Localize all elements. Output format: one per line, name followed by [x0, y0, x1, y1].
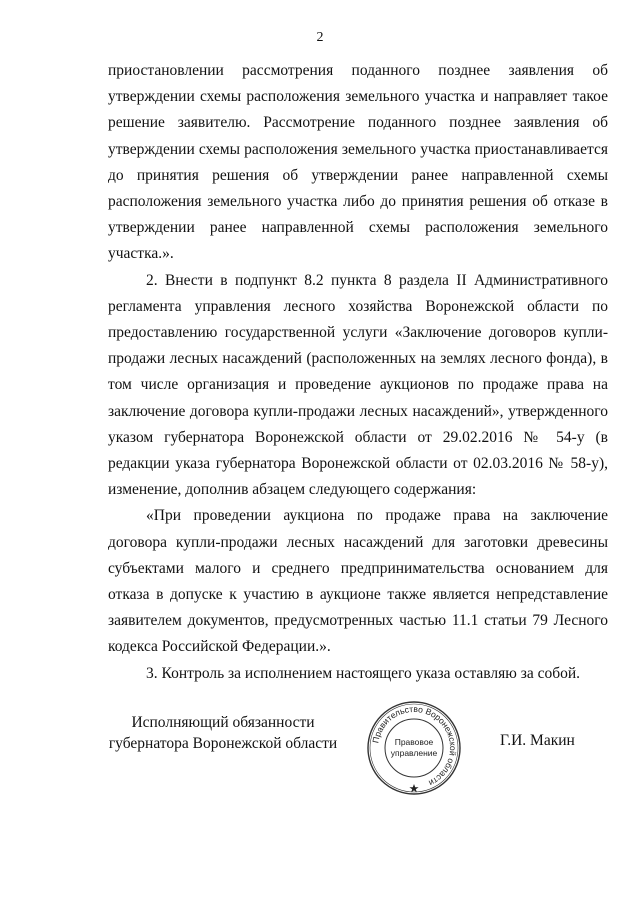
signature-block [0, 700, 640, 800]
paragraph-item-3: 3. Контроль за исполнением настоящего указа оставляю за собой. [146, 664, 581, 682]
page-number: 2 [316, 30, 324, 45]
stamp-star-icon [409, 784, 418, 792]
paragraph-item-2: 2. Внести в подпункт 8.2 пункта 8 раздела II Административного регламента управления лесного хозяйства Воронежской области по предоставлению государственной услуги «Заключение договоров купли-продажи лесных насаждений (расположенных на землях лесного фонда), в том числе организация и проведение аукционов по продаже права на заключение договора купли-продажи лесных насаждений», утвержденного указом губернатора Воронежской области от 29.02.2016 № 54-у (в редакции указа губернатора Воронежской области от 02.03.2016 № 58-у), изменение, дополнив абзацем следующего содержания: [108, 271, 608, 499]
signatory-position-line-1: Исполняющий обязанности [131, 714, 315, 731]
stamp-outer-text: Правительство Воронежской области [370, 703, 459, 789]
paragraph-continuation: приостановлении рассмотрения поданного позднее заявления об утверждении схемы расположения земельного участка и направляет такое решение заявителю. Рассмотрение поданного позднее заявления об утверждении схемы расположения земельного участка приостанавливается до принятия решения об утверждении ранее направленной схемы расположения земельного участка либо до принятия решения об отказе в утверждении ранее направленной схемы расположения земельного участка.». [108, 62, 608, 263]
stamp-inner-line-2: управление [390, 748, 438, 758]
signatory-position-line-2: губернатора Воронежской области [108, 735, 338, 752]
signatory-name: Г.И. Макин [500, 732, 575, 749]
document-body [108, 58, 608, 687]
official-stamp [366, 700, 462, 796]
signatory-position [108, 712, 338, 754]
stamp-inner-line-1: Правовое [394, 737, 434, 747]
paragraph-quoted-addition: «При проведении аукциона по продаже права на заключение договора купли-продажи лесных насаждений для заготовки древесины субъектами малого и среднего предпринимательства основанием для отказа в допуске к участию в аукционе также является непредставление заявителем документов, предусмотренных частью 11.1 статьи 79 Лесного кодекса Российской Федерации.». [108, 507, 608, 656]
